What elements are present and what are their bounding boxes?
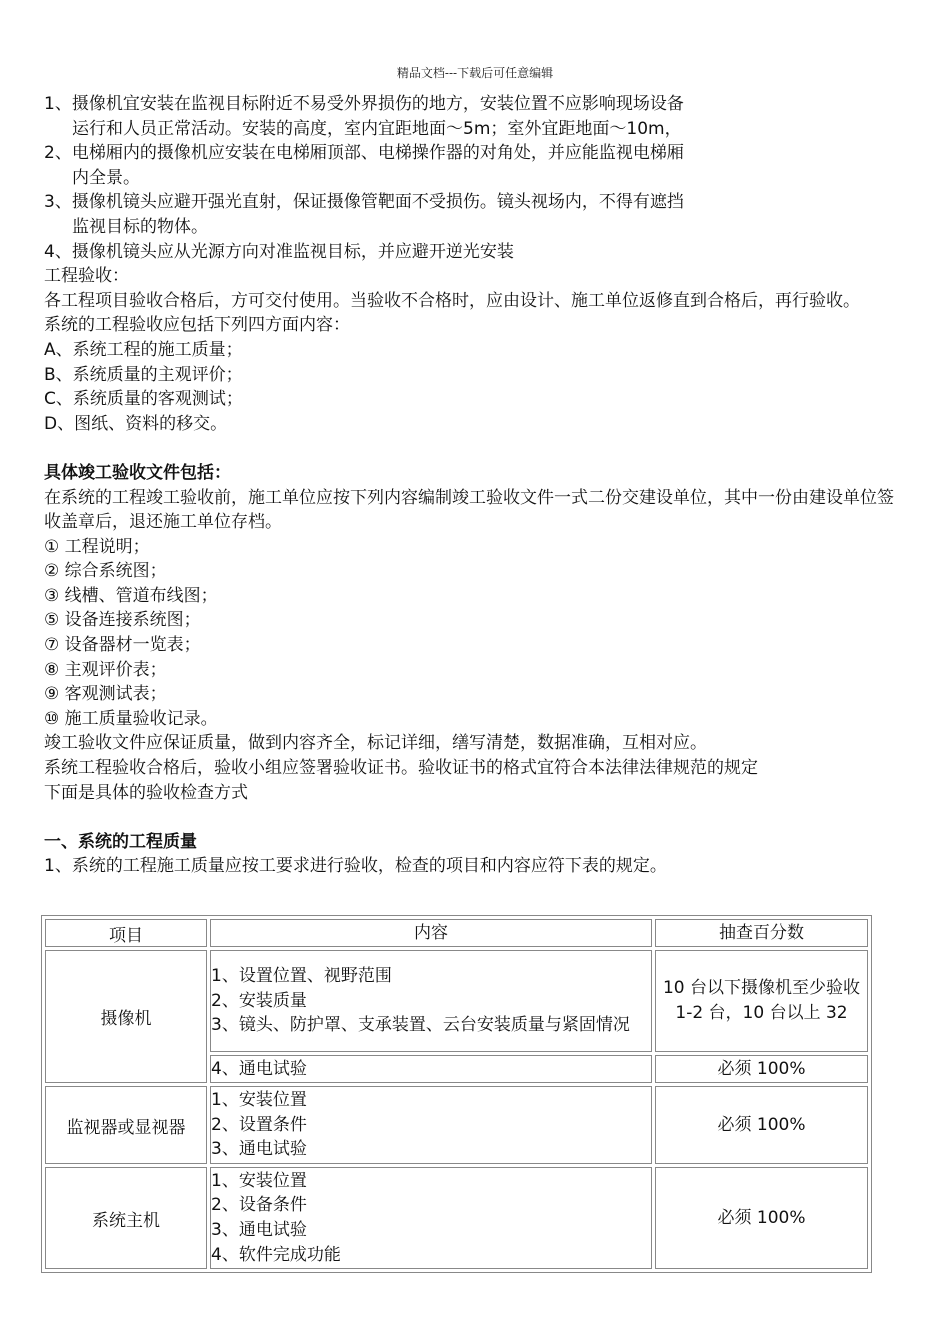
acceptance-item-d: D、图纸、资料的移交。 (44, 413, 228, 434)
install-item-3-line-2: 监视目标的物体。 (72, 216, 208, 237)
camera-sample-b: 必须 100% (655, 1055, 868, 1083)
camera-content-b: 4、通电试验 (210, 1055, 652, 1083)
acceptance-intro: 系统的工程验收应包括下列四方面内容： (44, 315, 350, 336)
acceptance-item-a: A、系统工程的施工质量； (44, 339, 243, 360)
install-item-3-line-1: 3、摄像机镜头应避开强光直射，保证摄像管靶面不受损伤。镜头视场内，不得有遮挡 (44, 192, 684, 213)
monitor-content-3: 3、通电试验 (211, 1139, 307, 1160)
page-header: 精品文档---下载后可任意编辑 (396, 66, 554, 80)
table-header-row (45, 919, 868, 947)
install-item-2-line-2: 内全景。 (72, 167, 140, 188)
docs-item-2: ② 综合系统图； (44, 561, 167, 582)
docs-item-5: ⑤ 设备连接系统图； (44, 610, 201, 631)
table-row (45, 1086, 868, 1164)
monitor-content-1: 1、安装位置 (211, 1090, 307, 1111)
acceptance-paragraph: 各工程项目验收合格后，方可交付使用。当验收不合格时，应由设计、施工单位返修直到合格后，再行验收。 (44, 290, 860, 311)
header-sample-rate: 抽查百分数 (655, 919, 868, 947)
acceptance-table (41, 915, 872, 1273)
host-content-1: 1、安装位置 (211, 1170, 307, 1191)
acceptance-item-c: C、系统质量的客观测试； (44, 389, 243, 410)
acceptance-item-b: B、系统质量的主观评价； (44, 364, 243, 385)
camera-content-1: 1、设置位置、视野范围 (211, 966, 392, 987)
monitor-content-2: 2、设置条件 (211, 1114, 307, 1135)
monitor-sample: 必须 100% (655, 1086, 868, 1164)
closing-line-2: 系统工程验收合格后，验收小组应签署验收证书。验收证书的格式宜符合本法律法律规范的规定 (44, 758, 758, 779)
docs-heading: 具体竣工验收文件包括： (44, 462, 231, 483)
header-item: 项目 (45, 919, 207, 947)
camera-name: 摄像机 (45, 950, 207, 1083)
section-1-intro: 1、系统的工程施工质量应按工要求进行验收，检查的项目和内容应符下表的规定。 (44, 856, 667, 877)
install-item-1-line-2: 运行和人员正常活动。安装的高度，室内宜距地面～5m；室外宜距地面～10m， (72, 118, 682, 139)
monitor-content (210, 1086, 652, 1164)
camera-sample-a: 10 台以下摄像机至少验收 1-2 台，10 台以上 32 (655, 950, 868, 1052)
monitor-name: 监视器或显视器 (45, 1086, 207, 1164)
docs-item-7: ⑦ 设备器材一览表； (44, 635, 201, 656)
install-item-2-line-1: 2、电梯厢内的摄像机应安装在电梯厢顶部、电梯操作器的对角处，并应能监视电梯厢 (44, 143, 684, 164)
table-row (45, 950, 868, 1052)
install-item-1-line-1: 1、摄像机宜安装在监视目标附近不易受外界损伤的地方，安装位置不应影响现场设备 (44, 94, 684, 114)
host-sample: 必须 100% (655, 1167, 868, 1269)
docs-item-9: ⑨ 客观测试表； (44, 684, 167, 705)
spacer (44, 805, 894, 830)
closing-line-1: 竣工验收文件应保证质量，做到内容齐全，标记详细，缮写清楚，数据准确，互相对应。 (44, 733, 707, 754)
host-name: 系统主机 (45, 1167, 207, 1269)
host-content (210, 1167, 652, 1269)
host-content-2: 2、设备条件 (211, 1195, 307, 1216)
docs-paragraph: 在系统的工程竣工验收前，施工单位应按下列内容编制竣工验收文件一式二份交建设单位，其中一份由建设单位签收盖章后，退还施工单位存档。 (44, 487, 894, 533)
camera-content-3: 3、镜头、防护罩、支承装置、云台安装质量与紧固情况 (211, 1015, 630, 1036)
install-item-4: 4、摄像机镜头应从光源方向对准监视目标，并应避开逆光安装 (44, 241, 514, 262)
docs-item-3: ③ 线槽、管道布线图； (44, 585, 218, 606)
section-1-title: 一、系统的工程质量 (44, 831, 197, 852)
spacer (44, 436, 894, 461)
docs-item-10: ⑩ 施工质量验收记录。 (44, 708, 218, 729)
document-body (44, 92, 894, 879)
camera-content-2: 2、安装质量 (211, 990, 307, 1011)
host-content-3: 3、通电试验 (211, 1220, 307, 1240)
header-content: 内容 (210, 919, 652, 947)
table-row (45, 1167, 868, 1269)
docs-item-1: ① 工程说明； (44, 536, 150, 557)
acceptance-heading: 工程验收： (44, 266, 129, 287)
camera-content-a (210, 950, 652, 1052)
docs-item-8: ⑧ 主观评价表； (44, 659, 167, 680)
host-content-4: 4、软件完成功能 (211, 1244, 341, 1265)
closing-line-3: 下面是具体的验收检查方式 (44, 782, 248, 803)
